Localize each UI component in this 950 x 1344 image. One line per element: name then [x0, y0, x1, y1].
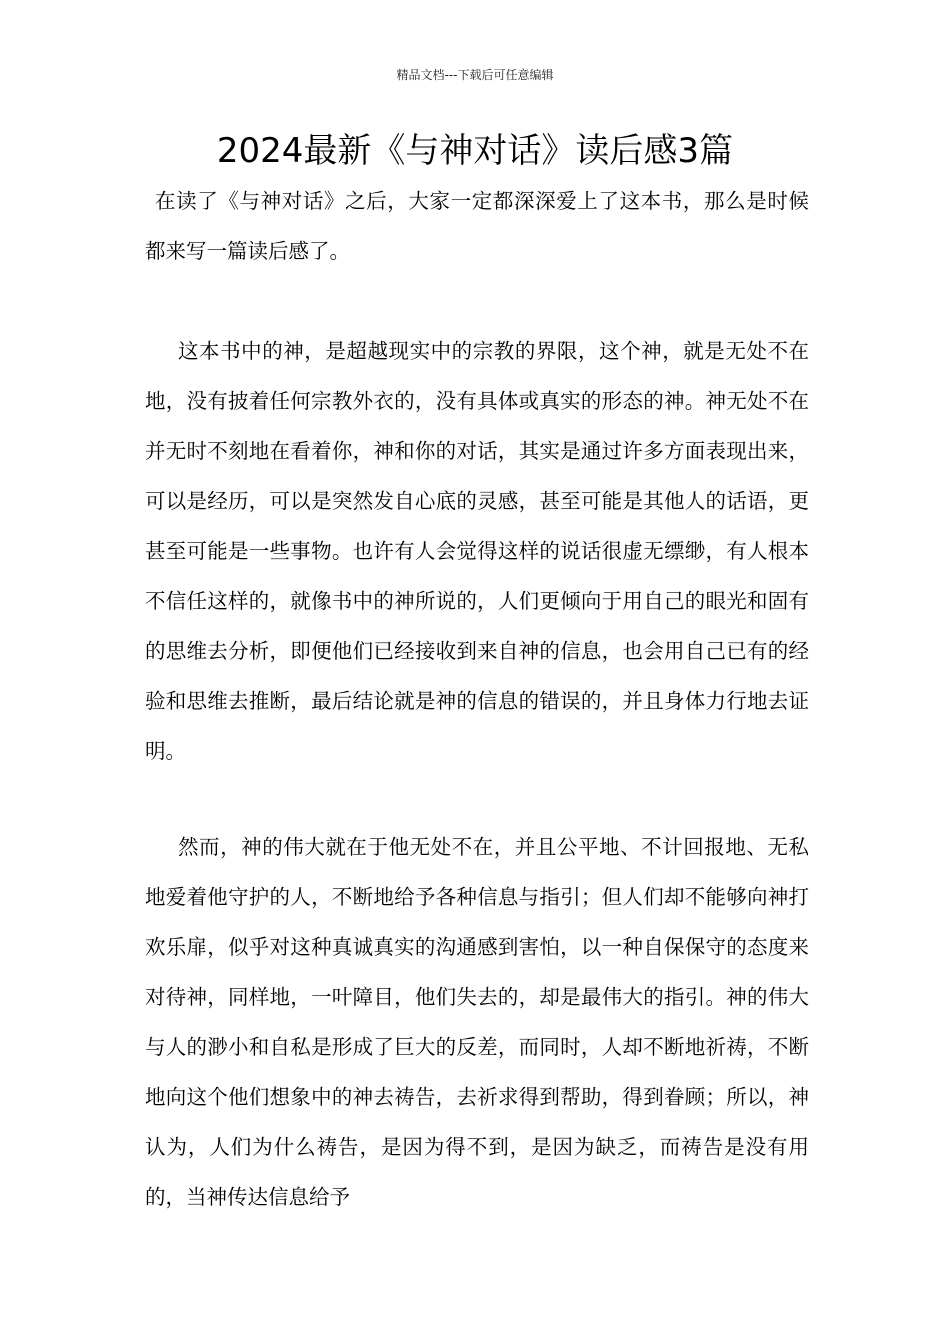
intro-paragraph: 在读了《与神对话》之后，大家一定都深深爱上了这本书，那么是时候都来写一篇读后感了。	[145, 189, 809, 263]
body-paragraph-2: 然而，神的伟大就在于他无处不在，并且公平地、不计回报地、无私地爱着他守护的人，不断地给予各种信息与指引；但人们却不能够向神打欢乐扉，似乎对这种真诚真实的沟通感到害怕，以一种自保保守的态度来对待神，同样地，一叶障目，他们失去的，却是最伟大的指引。神的伟大与人的渺小和自私是形成了巨大的反差，而同时，人却不断地祈祷，不断地向这个他们想象中的神去祷告，去祈求得到帮助，得到眷顾；所以，神认为，人们为什么祷告，是因为得不到，是因为缺乏，而祷告是没有用的，当神传达信息给予	[145, 835, 809, 1209]
body-paragraph-1: 这本书中的神，是超越现实中的宗教的界限，这个神，就是无处不在地，没有披着任何宗教外衣的，没有具体或真实的形态的神。神无处不在并无时不刻地在看着你，神和你的对话，其实是通过许多方面表现出来，可以是经历，可以是突然发自心底的灵感，甚至可能是其他人的话语，更甚至可能是一些事物。也许有人会觉得这样的说话很虚无缥缈，有人根本不信任这样的，就像书中的神所说的，人们更倾向于用自己的眼光和固有的思维去分析，即便他们已经接收到来自神的信息，也会用自己已有的经验和思维去推断，最后结论就是神的信息的错误的，并且身体力行地去证明。	[145, 339, 809, 763]
document-title: 2024最新《与神对话》读后感3篇	[216, 131, 734, 171]
page-header-note: 精品文档---下载后可任意编辑	[396, 68, 554, 82]
